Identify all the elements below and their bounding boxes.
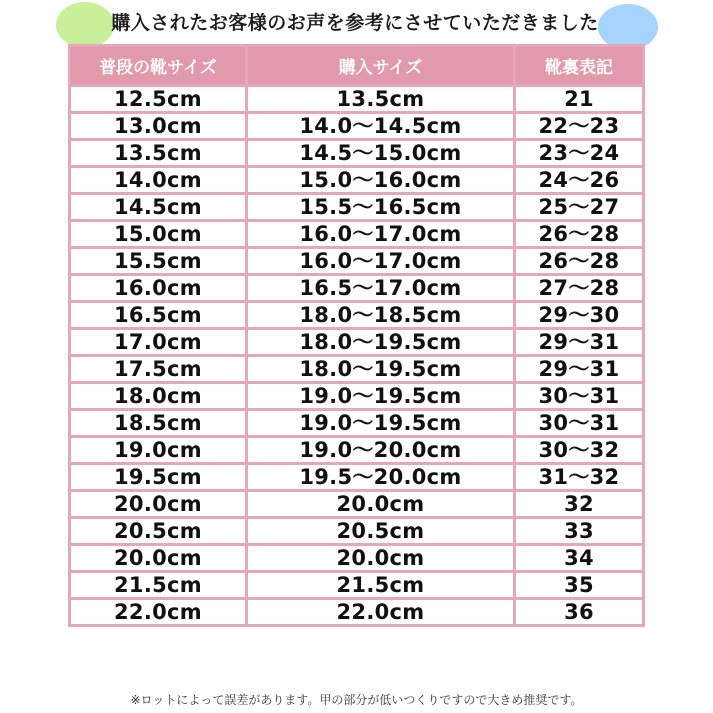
header-usual-size: 普段の靴サイズ <box>70 46 247 86</box>
cell-usual-size: 19.0cm <box>70 437 247 464</box>
cell-purchase-size: 15.5〜16.5cm <box>247 194 515 221</box>
table-row <box>70 302 644 329</box>
table-row <box>70 491 644 518</box>
cell-sole-marking: 27〜28 <box>515 275 644 302</box>
cell-usual-size: 22.0cm <box>70 599 247 626</box>
cell-usual-size: 18.0cm <box>70 383 247 410</box>
cell-purchase-size: 19.5〜20.0cm <box>247 464 515 491</box>
cell-sole-marking: 23〜24 <box>515 140 644 167</box>
cell-sole-marking: 25〜27 <box>515 194 644 221</box>
table-row <box>70 248 644 275</box>
cell-usual-size: 14.5cm <box>70 194 247 221</box>
table-row <box>70 599 644 626</box>
cell-purchase-size: 19.0〜19.5cm <box>247 383 515 410</box>
table-row <box>70 410 644 437</box>
table-row <box>70 545 644 572</box>
header-sole-marking: 靴裏表記 <box>515 46 644 86</box>
cell-sole-marking: 32 <box>515 491 644 518</box>
cell-usual-size: 20.5cm <box>70 518 247 545</box>
cell-sole-marking: 36 <box>515 599 644 626</box>
cell-usual-size: 13.0cm <box>70 113 247 140</box>
cell-purchase-size: 14.5〜15.0cm <box>247 140 515 167</box>
cell-sole-marking: 35 <box>515 572 644 599</box>
cell-purchase-size: 18.0〜18.5cm <box>247 302 515 329</box>
cell-sole-marking: 30〜32 <box>515 437 644 464</box>
cell-purchase-size: 20.5cm <box>247 518 515 545</box>
cell-purchase-size: 20.0cm <box>247 545 515 572</box>
table-row <box>70 167 644 194</box>
cell-sole-marking: 29〜31 <box>515 329 644 356</box>
cell-sole-marking: 29〜31 <box>515 356 644 383</box>
cell-purchase-size: 13.5cm <box>247 86 515 113</box>
cell-usual-size: 15.0cm <box>70 221 247 248</box>
cell-purchase-size: 19.0〜19.5cm <box>247 410 515 437</box>
cell-purchase-size: 16.5〜17.0cm <box>247 275 515 302</box>
cell-purchase-size: 19.0〜20.0cm <box>247 437 515 464</box>
cell-purchase-size: 18.0〜19.5cm <box>247 329 515 356</box>
cell-sole-marking: 33 <box>515 518 644 545</box>
cell-usual-size: 17.0cm <box>70 329 247 356</box>
cell-sole-marking: 31〜32 <box>515 464 644 491</box>
table-row <box>70 464 644 491</box>
table-header-row <box>70 46 644 86</box>
table-row <box>70 572 644 599</box>
table-row <box>70 275 644 302</box>
cell-purchase-size: 16.0〜17.0cm <box>247 248 515 275</box>
cell-sole-marking: 30〜31 <box>515 410 644 437</box>
table-row <box>70 86 644 113</box>
cell-usual-size: 15.5cm <box>70 248 247 275</box>
cell-usual-size: 14.0cm <box>70 167 247 194</box>
cell-usual-size: 19.5cm <box>70 464 247 491</box>
table-row <box>70 113 644 140</box>
table-row <box>70 518 644 545</box>
cell-usual-size: 16.0cm <box>70 275 247 302</box>
cell-purchase-size: 16.0〜17.0cm <box>247 221 515 248</box>
cell-purchase-size: 20.0cm <box>247 491 515 518</box>
table-row <box>70 221 644 248</box>
cell-usual-size: 12.5cm <box>70 86 247 113</box>
cell-purchase-size: 22.0cm <box>247 599 515 626</box>
cell-usual-size: 21.5cm <box>70 572 247 599</box>
table-row <box>70 356 644 383</box>
cell-sole-marking: 21 <box>515 86 644 113</box>
cell-usual-size: 20.0cm <box>70 491 247 518</box>
cell-sole-marking: 24〜26 <box>515 167 644 194</box>
footnote: ※ロットによって誤差があります。甲の部分が低いつくりですので大きめ推奨です。 <box>130 693 583 707</box>
cell-sole-marking: 30〜31 <box>515 383 644 410</box>
cell-usual-size: 13.5cm <box>70 140 247 167</box>
cell-usual-size: 17.5cm <box>70 356 247 383</box>
cell-sole-marking: 26〜28 <box>515 221 644 248</box>
table-row <box>70 437 644 464</box>
table-row <box>70 383 644 410</box>
cell-purchase-size: 14.0〜14.5cm <box>247 113 515 140</box>
cell-purchase-size: 18.0〜19.5cm <box>247 356 515 383</box>
cell-usual-size: 18.5cm <box>70 410 247 437</box>
table-row <box>70 140 644 167</box>
cell-usual-size: 20.0cm <box>70 545 247 572</box>
cell-purchase-size: 15.0〜16.0cm <box>247 167 515 194</box>
table-body <box>70 86 644 626</box>
cell-sole-marking: 29〜30 <box>515 302 644 329</box>
cell-usual-size: 16.5cm <box>70 302 247 329</box>
cell-sole-marking: 22〜23 <box>515 113 644 140</box>
cell-sole-marking: 26〜28 <box>515 248 644 275</box>
banner-title: 購入されたお客様のお声を参考にさせていただきました <box>111 12 599 34</box>
size-chart-table <box>68 44 645 627</box>
cell-purchase-size: 21.5cm <box>247 572 515 599</box>
cell-sole-marking: 34 <box>515 545 644 572</box>
header-purchase-size: 購入サイズ <box>247 46 515 86</box>
table-row <box>70 329 644 356</box>
table-row <box>70 194 644 221</box>
